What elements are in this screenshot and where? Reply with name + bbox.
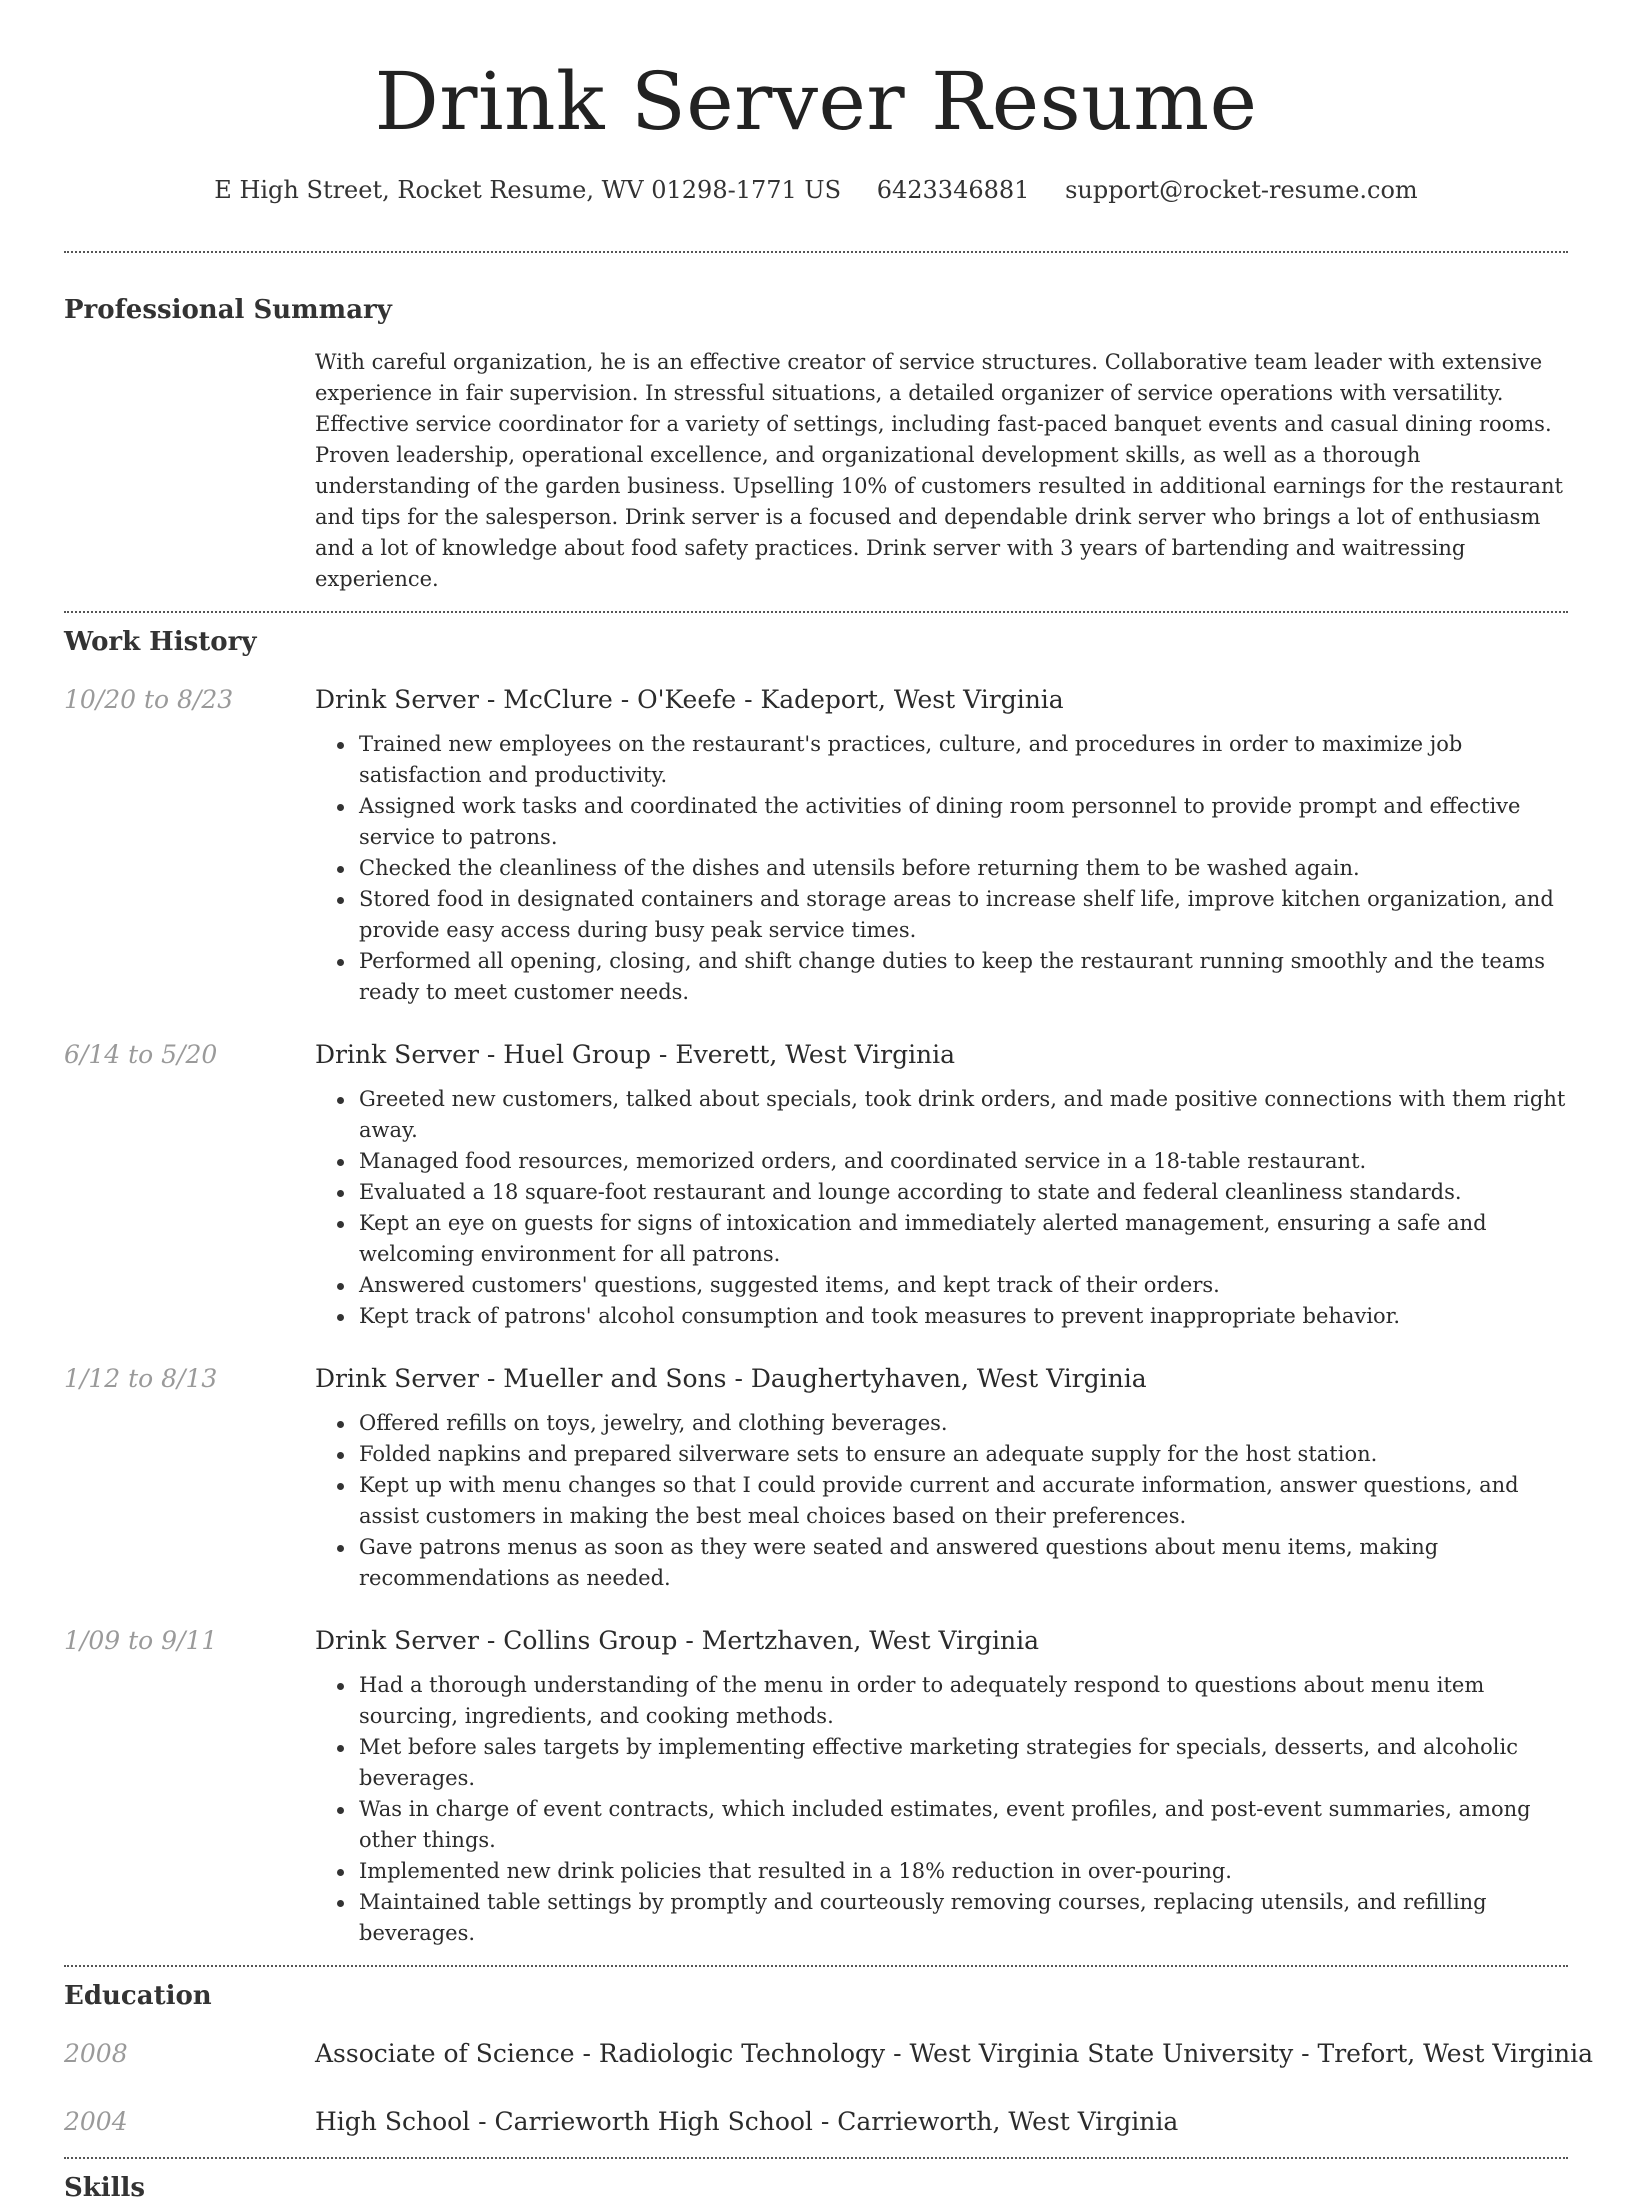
education-text: High School - Carrieworth High School - Carrieworth, West Virginia bbox=[315, 2107, 1179, 2136]
skills-section bbox=[64, 2171, 1568, 2205]
job-bullet-list bbox=[315, 729, 1568, 1008]
education-section bbox=[64, 1979, 1593, 2139]
header-divider bbox=[64, 251, 1568, 253]
job-bullet: Offered refills on toys, jewelry, and clothing beverages. bbox=[359, 1408, 1568, 1439]
job-dates: 10/20 to 8/23 bbox=[64, 685, 234, 714]
education-year: 2008 bbox=[64, 2039, 128, 2068]
skills-heading: Skills bbox=[64, 2173, 146, 2203]
job-entry bbox=[64, 1624, 1568, 1949]
education-text: Associate of Science - Radiologic Technology - West Virginia State University - Trefort, West Virginia bbox=[315, 2039, 1593, 2068]
education-entry bbox=[64, 2037, 1593, 2071]
job-body bbox=[315, 1038, 1568, 1332]
job-bullet: Met before sales targets by implementing effective marketing strategies for specials, desserts, and alcoholic beverages. bbox=[359, 1732, 1568, 1794]
job-bullet: Kept up with menu changes so that I could provide current and accurate information, answer questions, and assist customers in making the best meal choices based on their preferences. bbox=[359, 1470, 1568, 1532]
work-history-heading: Work History bbox=[64, 627, 257, 657]
job-bullet: Maintained table settings by promptly and courteously removing courses, replacing utensils, and refilling beverages. bbox=[359, 1887, 1568, 1949]
job-bullet: Implemented new drink policies that resulted in a 18% reduction in over-pouring. bbox=[359, 1856, 1568, 1887]
job-bullet: Had a thorough understanding of the menu in order to adequately respond to questions about menu item sourcing, ingredients, and cooking methods. bbox=[359, 1670, 1568, 1732]
job-dates: 1/12 to 8/13 bbox=[64, 1364, 218, 1393]
summary-text: With careful organization, he is an effective creator of service structures. Collaborative team leader with extensive experience in fair supervision. In stressful situations, a detailed organizer of service operations with versatility. Effective service coordinator for a variety of settings, including fast-paced banquet events and casual dining rooms. Proven leadership, operational excellence, and organizational development skills, as well as a thorough understanding of the garden business. Upselling 10% of customers resulted in additional earnings for the restaurant and tips for the salesperson. Drink server is a focused and dependable drink server who brings a lot of enthusiasm and a lot of knowledge about food safety practices. Drink server with 3 years of bartending and waitressing experience. bbox=[315, 350, 1563, 591]
education-heading: Education bbox=[64, 1981, 212, 2011]
job-title: Drink Server - McClure - O'Keefe - Kadeport, West Virginia bbox=[315, 685, 1064, 714]
contact-email: support@rocket-resume.com bbox=[1065, 176, 1418, 204]
job-title: Drink Server - Mueller and Sons - Daughertyhaven, West Virginia bbox=[315, 1364, 1147, 1393]
job-bullet: Folded napkins and prepared silverware sets to ensure an adequate supply for the host station. bbox=[359, 1439, 1568, 1470]
job-bullet: Trained new employees on the restaurant's practices, culture, and procedures in order to maximize job satisfaction and productivity. bbox=[359, 729, 1568, 791]
job-title: Drink Server - Huel Group - Everett, West Virginia bbox=[315, 1040, 956, 1069]
education-entry bbox=[64, 2105, 1568, 2139]
education-divider bbox=[64, 2157, 1568, 2159]
job-bullet: Greeted new customers, talked about specials, took drink orders, and made positive connections with them right away. bbox=[359, 1084, 1568, 1146]
job-bullet-list bbox=[315, 1084, 1568, 1332]
job-bullet: Gave patrons menus as soon as they were seated and answered questions about menu items, making recommendations as needed. bbox=[359, 1532, 1568, 1594]
contact-phone: 6423346881 bbox=[876, 176, 1030, 204]
summary-section bbox=[64, 293, 1568, 595]
education-year: 2004 bbox=[64, 2107, 128, 2136]
work-divider bbox=[64, 1965, 1568, 1967]
job-bullet: Kept track of patrons' alcohol consumption and took measures to prevent inappropriate behavior. bbox=[359, 1301, 1568, 1332]
job-entry bbox=[64, 683, 1568, 1008]
job-body bbox=[315, 1624, 1568, 1949]
summary-divider bbox=[64, 611, 1568, 613]
job-entry bbox=[64, 1362, 1568, 1594]
job-bullet-list bbox=[315, 1408, 1568, 1594]
job-bullet: Checked the cleanliness of the dishes and utensils before returning them to be washed again. bbox=[359, 853, 1568, 884]
job-bullet: Managed food resources, memorized orders, and coordinated service in a 18-table restaurant. bbox=[359, 1146, 1568, 1177]
resume-header bbox=[64, 0, 1568, 206]
job-title: Drink Server - Collins Group - Mertzhaven, West Virginia bbox=[315, 1626, 1040, 1655]
resume-title: Drink Server Resume bbox=[374, 55, 1258, 148]
job-dates: 1/09 to 9/11 bbox=[64, 1626, 218, 1655]
job-bullet: Kept an eye on guests for signs of intoxication and immediately alerted management, ensuring a safe and welcoming environment for all patrons. bbox=[359, 1208, 1568, 1270]
summary-heading: Professional Summary bbox=[64, 295, 392, 325]
job-body bbox=[315, 1362, 1568, 1594]
job-dates: 6/14 to 5/20 bbox=[64, 1040, 218, 1069]
job-bullet: Evaluated a 18 square-foot restaurant and lounge according to state and federal cleanliness standards. bbox=[359, 1177, 1568, 1208]
job-bullet: Stored food in designated containers and storage areas to increase shelf life, improve kitchen organization, and provide easy access during busy peak service times. bbox=[359, 884, 1568, 946]
job-bullet: Assigned work tasks and coordinated the activities of dining room personnel to provide prompt and effective service to patrons. bbox=[359, 791, 1568, 853]
job-bullet-list bbox=[315, 1670, 1568, 1949]
job-bullet: Answered customers' questions, suggested items, and kept track of their orders. bbox=[359, 1270, 1568, 1301]
work-history-section bbox=[64, 625, 1568, 1949]
contact-address: E High Street, Rocket Resume, WV 01298-1771 US bbox=[214, 176, 842, 204]
job-bullet: Performed all opening, closing, and shift change duties to keep the restaurant running smoothly and the teams ready to meet customer needs. bbox=[359, 946, 1568, 1008]
contact-line bbox=[64, 174, 1568, 206]
job-body bbox=[315, 683, 1568, 1008]
job-entry bbox=[64, 1038, 1568, 1332]
job-bullet: Was in charge of event contracts, which included estimates, event profiles, and post-event summaries, among other things. bbox=[359, 1794, 1568, 1856]
